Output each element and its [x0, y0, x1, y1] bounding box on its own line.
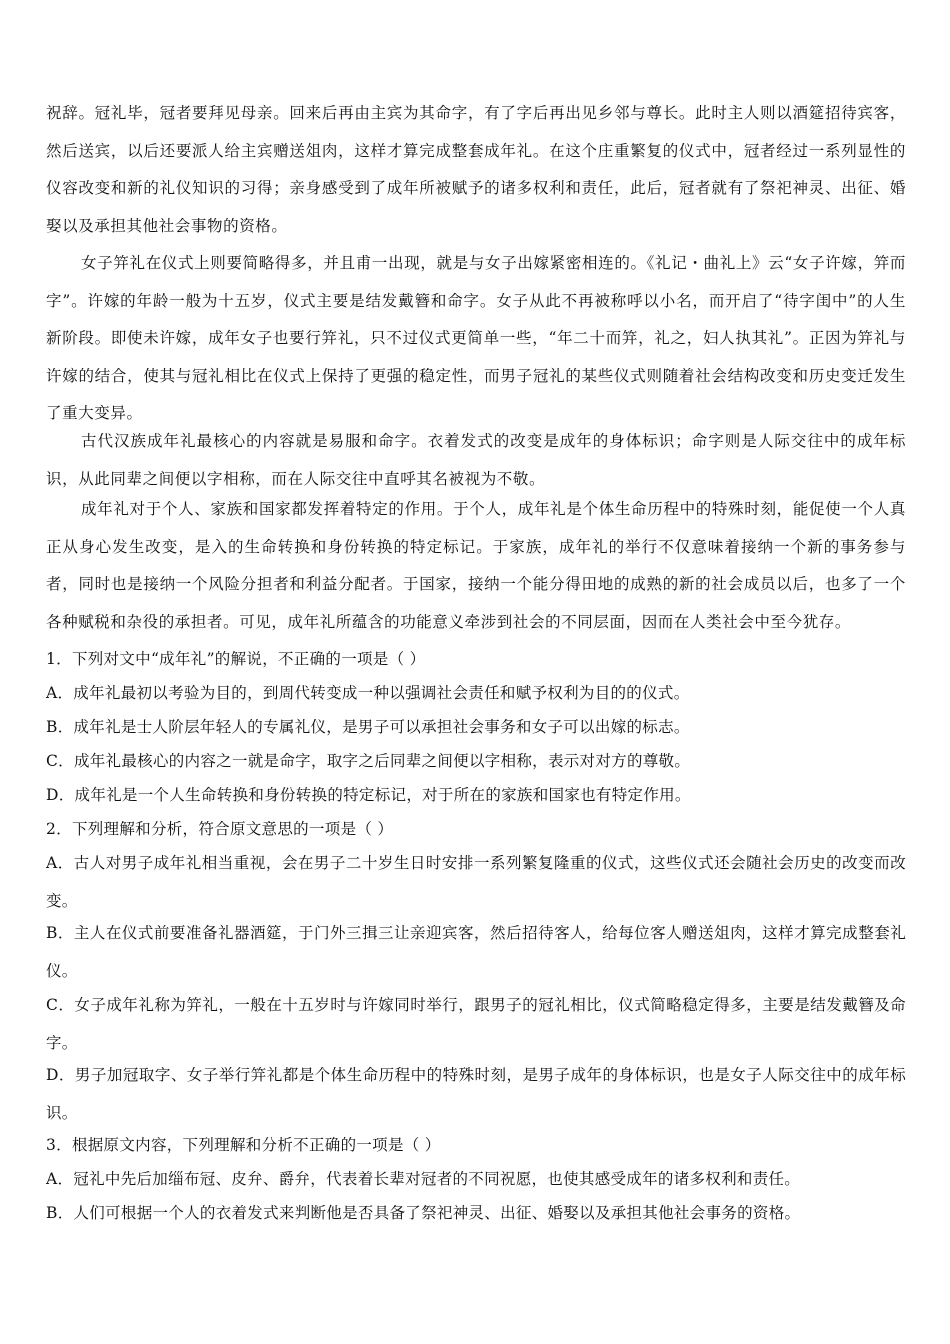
- question-3-option-b: B．人们可根据一个人的衣着发式来判断他是否具备了祭祀神灵、出征、婚娶以及承担其他社会事务的资格。: [46, 1204, 801, 1222]
- passage-paragraph-4: 成年礼对于个人、家族和国家都发挥着特定的作用。于个人，成年礼是个体生命历程中的特殊时刻，能促使一个人真正从身心发生改变，是入的生命转换和身份转换的特定标记。于家族，成年礼的举行不仅意味着接纳一个新的事务参与者，同时也是接纳一个风险分担者和利益分配者。于国家，接纳一个能分得田地的成熟的新的社会成员以后，也多了一个各种赋税和杂役的承担者。可见，成年礼所蕴含的功能意义牵涉到社会的不同层面，因而在人类社会中至今犹存。: [46, 500, 906, 631]
- question-1-option-d: D．成年礼是一个人生命转换和身份转换的特定标记，对于所在的家族和国家也有特定作用。: [46, 786, 691, 804]
- question-2-option-a: A．古人对男子成年礼相当重视，会在男子二十岁生日时安排一系列繁复隆重的仪式，这些仪式还会随社会历史的改变而改变。: [46, 854, 906, 910]
- question-1-option-b: B．成年礼是士人阶层年轻人的专属礼仪，是男子可以承担社会事务和女子可以出嫁的标志。: [46, 718, 690, 736]
- passage-paragraph-2: 女子笄礼在仪式上则要简略得多，并且甫一出现，就是与女子出嫁紧密相连的。《礼记・曲礼上》云“女子许嫁，笄而字”。许嫁的年龄一般为十五岁，仪式主要是结发戴簪和命字。女子从此不再被称呼以小名，而开启了“待字闺中”的人生新阶段。即使未许嫁，成年女子也要行笄礼，只不过仪式更简单一些，“年二十而笄，礼之，妇人执其礼”。正因为笄礼与许嫁的结合，使其与冠礼相比在仪式上保持了更强的稳定性，而男子冠礼的某些仪式则随着社会结构改变和历史变迁发生了重大变异。: [46, 254, 906, 422]
- passage-paragraph-1: 祝辞。冠礼毕，冠者要拜见母亲。回来后再由主宾为其命字，有了字后再出见乡邻与尊长。此时主人则以酒筵招待宾客，然后送宾，以后还要派人给主宾赠送俎肉，这样才算完成整套成年礼。在这个庄重繁复的仪式中，冠者经过一系列显性的仪容改变和新的礼仪知识的习得；亲身感受到了成年所被赋予的诸多权利和责任，此后，冠者就有了祭祀神灵、出征、婚娶以及承担其他社会事物的资格。: [46, 104, 906, 235]
- question-2-option-d: D．男子加冠取字、女子举行笄礼都是个体生命历程中的特殊时刻，是男子成年的身体标识，也是女子人际交往中的成年标识。: [46, 1066, 906, 1122]
- question-2-option-c: C．女子成年礼称为笄礼，一般在十五岁时与许嫁同时举行，跟男子的冠礼相比，仪式简略稳定得多，主要是结发戴簪及命字。: [46, 996, 906, 1052]
- question-2-stem: 2．下列理解和分析，符合原文意思的一项是（ ）: [46, 820, 394, 838]
- question-3-option-a: A．冠礼中先后加缁布冠、皮弁、爵弁，代表着长辈对冠者的不同祝愿，也使其感受成年的诸多权利和责任。: [46, 1170, 801, 1188]
- passage-paragraph-3: 古代汉族成年礼最核心的内容就是易服和命字。衣着发式的改变是成年的身体标识；命字则是人际交往中的成年标识，从此同辈之间便以字相称，而在人际交往中直呼其名被视为不敬。: [46, 432, 906, 488]
- question-3-stem: 3．根据原文内容，下列理解和分析不正确的一项是（ ）: [46, 1136, 441, 1154]
- question-1-option-a: A．成年礼最初以考验为目的，到周代转变成一种以强调社会责任和赋予权利为目的的仪式。: [46, 684, 690, 702]
- question-1-stem: 1．下列对文中“成年礼”的解说，不正确的一项是（ ）: [46, 650, 426, 668]
- question-1-option-c: C．成年礼最核心的内容之一就是命字，取字之后同辈之间便以字相称，表示对对方的尊敬。: [46, 752, 691, 770]
- question-2-option-b: B．主人在仪式前要准备礼器酒筵，于门外三揖三让亲迎宾客，然后招待客人，给每位客人赠送俎肉，这样才算完成整套礼仪。: [46, 924, 906, 980]
